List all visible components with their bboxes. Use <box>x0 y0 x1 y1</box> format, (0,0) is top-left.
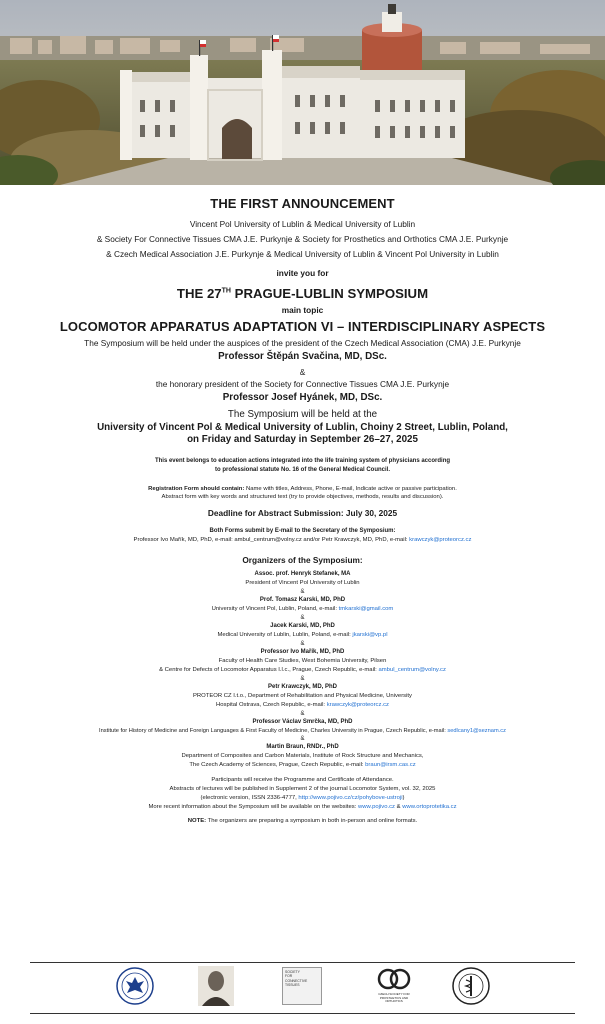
auspices-line: The Symposium will be held under the auspices of the president of the Czech Medical Association (CMA) J.E. Purkynje <box>84 338 521 348</box>
organizer-6-text: Institute for History of Medicine and Foreign Languages & First Faculty of Medicine, Charles University in Prague, Czech Republic, e-mail: <box>99 727 448 734</box>
footer-note <box>0 817 605 826</box>
invite-text: invite you for <box>276 268 329 278</box>
org-line-3: & Czech Medical Association J.E. Purkynje & Medical University of Lublin & Vincent Pol University in Lublin <box>106 249 499 259</box>
organizer-5-text: Hospital Ostrava, Czech Republic, e-mail: <box>216 701 327 708</box>
rings-logo <box>374 967 414 993</box>
website-1-link[interactable]: www.pojivo.cz <box>358 804 395 810</box>
education-line-1: This event belongs to education actions integrated into the life training system of physicians according <box>154 457 451 464</box>
caduceus-seal-logo <box>452 967 490 1005</box>
footer-line-3 <box>0 794 605 803</box>
president-name: Professor Štěpán Svačina, MD, DSc. <box>218 351 387 362</box>
organizer-7-name: Martin Braun, RNDr., PhD <box>266 744 339 751</box>
organizer-5-name: Petr Krawczyk, MD, PhD <box>267 683 338 690</box>
organizer-7-text: The Czech Academy of Sciences, Prague, Czech Republic, e-mail: <box>189 762 366 769</box>
submit-line <box>0 536 605 545</box>
footer-line-3-pre: (electronic version, ISSN 2336-4777, <box>200 795 299 802</box>
submit-email-link[interactable]: krawczyk@proteorcz.cz <box>409 537 472 544</box>
org-line-1: Vincent Pol University of Lublin & Medical University of Lublin <box>189 219 416 229</box>
journal-link[interactable]: http://www.pojivo.cz/cz/pohybove-ustroji <box>298 795 403 802</box>
honorary-line: the honorary president of the Society for Connective Tissues CMA J.E. Purkynje <box>155 379 450 389</box>
divider <box>30 962 575 963</box>
organizer-4-name: Professor Ivo Mařík, MD, PhD <box>260 648 345 655</box>
organizer-7-affil-2 <box>0 761 605 770</box>
venue-intro: The Symposium will be held at the <box>227 409 378 420</box>
title-post: PRAGUE-LUBLIN SYMPOSIUM <box>230 286 429 301</box>
organizer-5-affil-1: PROTEOR CZ I.t.o., Department of Rehabilitation and Physical Medicine, University <box>192 692 413 699</box>
note-text: The organizers are preparing a symposium in both in-person and online formats. <box>206 817 418 824</box>
submit-label: Both Forms submit by E-mail to the Secretary of the Symposium: <box>209 528 396 535</box>
organizer-amp: & <box>300 675 305 682</box>
bottom-divider <box>30 1013 575 1014</box>
organizer-4-affil-1: Faculty of Health Care Studies, West Bohemia University, Pilsen <box>218 657 387 664</box>
eagle-seal-logo <box>116 967 154 1005</box>
logo3-line2: FOR <box>285 974 293 979</box>
organizer-6-affil <box>0 727 605 736</box>
organizer-3-name: Jacek Karski, MD, PhD <box>270 623 335 630</box>
organizer-amp: & <box>300 736 305 743</box>
organizers-heading: Organizers of the Symposium: <box>242 555 363 566</box>
organizer-6-email-link[interactable]: sedlcany1@seznam.cz <box>447 727 506 734</box>
organizer-2-affil <box>0 605 605 614</box>
announcement-text <box>0 188 605 826</box>
organizer-amp: & <box>300 615 305 622</box>
deadline: Deadline for Abstract Submission: July 30, 2025 <box>207 508 398 519</box>
organizer-4-affil-2 <box>0 666 605 675</box>
prosthetics-society-text: CZECH SOCIETY FOR PROSTHETICS AND ORTHOTICS <box>378 992 410 1004</box>
submit-text: Professor Ivo Mařík, MD, PhD, e-mail: ambul_centrum@volny.cz and/or Petr Krawczyk, MD, PhD, e-mail: <box>133 537 410 544</box>
footer-line-3-post: ) <box>402 795 405 802</box>
logo3-line1: SOCIETY <box>285 970 300 974</box>
organizer-4-text: & Centre for Defects of Locomotor Apparatus I.l.c., Prague, Czech Republic, e-mail: <box>159 666 379 673</box>
registration-label: Registration Form should contain: <box>148 485 245 492</box>
organizer-2-name: Prof. Tomasz Karski, MD, PhD <box>259 597 346 604</box>
organizer-6-name: Professor Václav Smrčka, MD, PhD <box>252 718 353 725</box>
organizer-4-email-link[interactable]: ambul_centrum@volny.cz <box>378 666 446 673</box>
portrait-logo <box>198 966 234 1006</box>
footer-line-2: Abstracts of lectures will be published in Supplement 2 of the journal Locomotor System, vol. 32, 2025 <box>169 786 436 793</box>
castle-photo <box>0 0 605 185</box>
organizer-1-affil: President of Vincent Pol University of Lublin <box>245 580 360 587</box>
auspices-amp: & <box>299 367 306 377</box>
note-label: NOTE: <box>187 817 207 824</box>
organizer-amp: & <box>300 640 305 647</box>
org-line-2: & Society For Connective Tissues CMA J.E. Purkynje & Society for Prosthetics and Orthotics CMA J.E. Purkynje <box>96 234 509 244</box>
organizer-3-text: Medical University of Lublin, Lublin, Poland, e-mail: <box>217 632 353 639</box>
organizer-amp: & <box>300 710 305 717</box>
venue-place: University of Vincent Pol & Medical University of Lublin, Choiny 2 Street, Lublin, Poland, <box>97 421 508 433</box>
organizer-2-email-link[interactable]: tmkarski@gmail.com <box>338 606 394 613</box>
topic-title: LOCOMOTOR APPARATUS ADAPTATION VI – INTERDISCIPLINARY ASPECTS <box>59 319 546 334</box>
registration-text: Name with titles, Address, Phone, E-mail, Indicate active or passive participation. <box>244 485 457 492</box>
title-pre: THE 27 <box>176 286 222 301</box>
announcement-title: THE FIRST ANNOUNCEMENT <box>210 196 395 211</box>
main-topic-label: main topic <box>281 305 324 315</box>
organizer-7-affil-1: Department of Composites and Carbon Materials, Institute of Rock Structure and Mechanics, <box>181 753 424 760</box>
website-2-link[interactable]: www.ortoprotetika.cz <box>402 804 457 810</box>
organizer-5-affil-2 <box>0 701 605 710</box>
organizer-5-email-link[interactable]: krawczyk@proteorcz.cz <box>326 701 389 708</box>
logo-row <box>0 965 605 1010</box>
logo3-line3: CONNECTIVE <box>285 978 308 983</box>
title-sup: TH <box>221 287 231 295</box>
footer-line-4 <box>0 803 605 812</box>
footer-line-4-mid: & <box>395 804 403 810</box>
connective-tissue-logo <box>282 967 322 1005</box>
symposium-title <box>0 286 605 301</box>
footer-line-4-pre: More recent information about the Symposium will be available on the websites: <box>148 804 358 810</box>
organizer-7-email-link[interactable]: braun@irsm.cas.cz <box>365 762 416 769</box>
registration-line-1 <box>0 485 605 494</box>
organizer-3-affil <box>0 631 605 640</box>
organizer-amp: & <box>300 589 305 596</box>
organizer-3-email-link[interactable]: jkarski@vp.pl <box>352 632 388 639</box>
venue-date: on Friday and Saturday in September 26–27, 2025 <box>187 434 418 445</box>
registration-line-2: Abstract form with key words and structured text (try to provide objectives, methods, results and discussion). <box>161 494 444 501</box>
organizer-2-text: University of Vincent Pol, Lublin, Poland, e-mail: <box>211 606 339 613</box>
logo3-line4: TISSUES <box>285 983 300 988</box>
organizer-1-name: Assoc. prof. Henryk Stefanek, MA <box>254 571 351 578</box>
education-line-2: to professional statute No. 16 of the General Medical Council. <box>214 466 391 473</box>
honorary-name: Professor Josef Hyánek, MD, DSc. <box>222 392 383 403</box>
footer-line-1: Participants will receive the Programme and Certificate of Attendance. <box>211 777 394 784</box>
